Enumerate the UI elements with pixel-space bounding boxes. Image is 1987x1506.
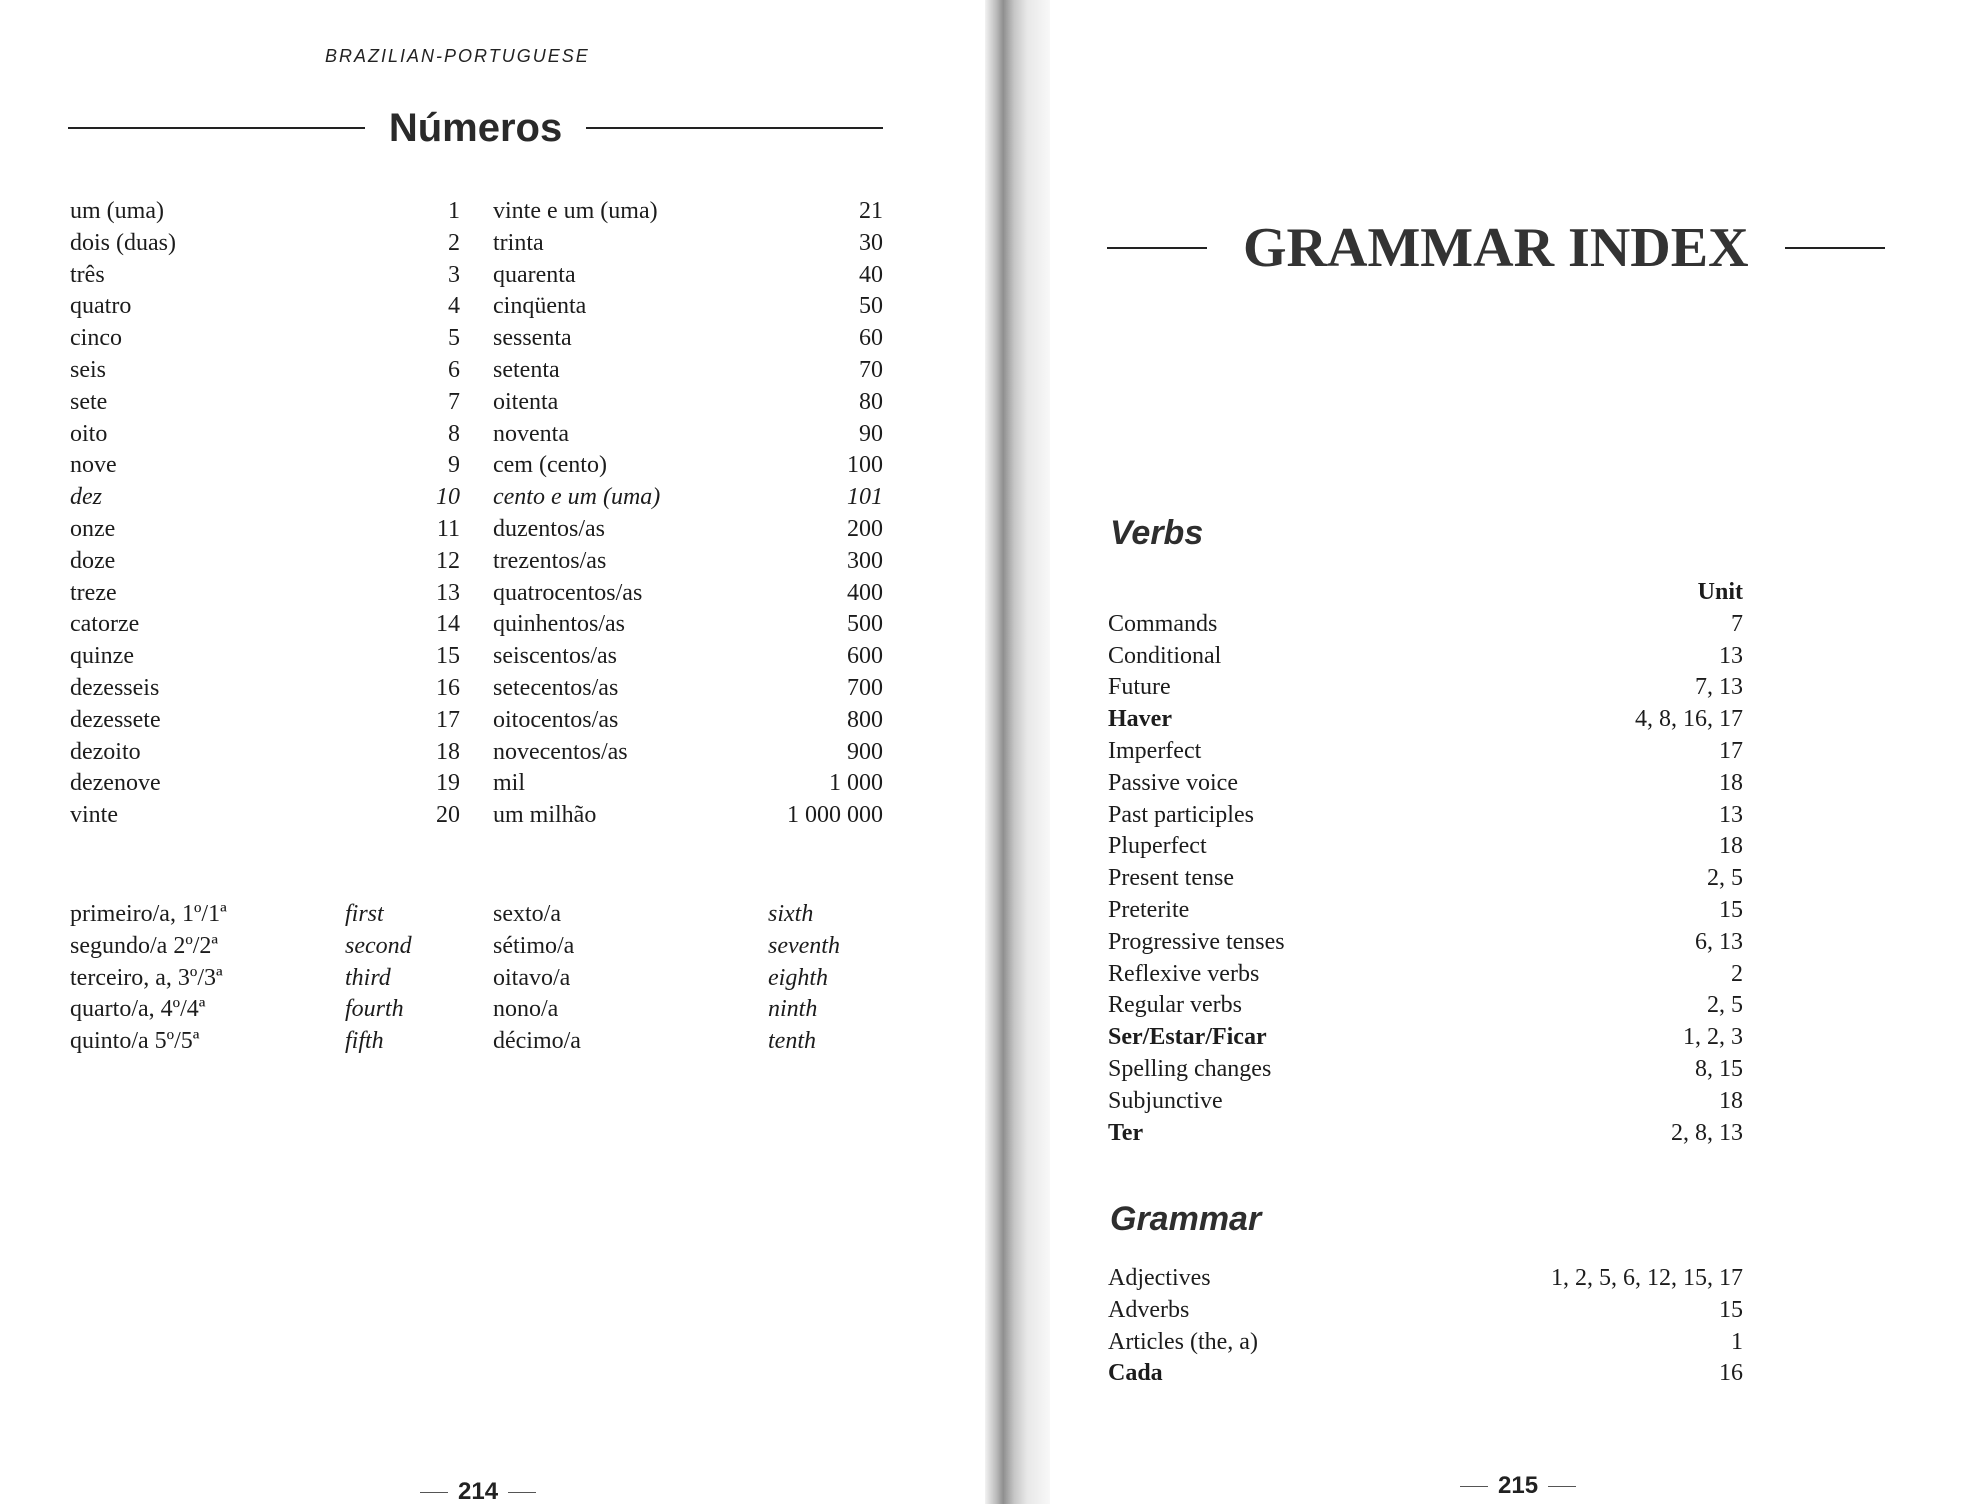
- index-row: [1108, 895, 1743, 927]
- ordinal-portuguese: segundo/a 2º/2ª: [70, 932, 219, 959]
- page-number-text: 215: [1498, 1472, 1539, 1499]
- numeral: 16: [436, 674, 460, 701]
- ordinal-row: [70, 931, 412, 963]
- number-row: [70, 260, 460, 292]
- numeral: 900: [847, 738, 883, 765]
- portuguese-word: quinhentos/as: [493, 611, 625, 638]
- portuguese-word: quatro: [70, 293, 132, 320]
- number-row: [70, 546, 460, 578]
- portuguese-word: dez: [70, 484, 102, 511]
- index-term: Regular verbs: [1108, 992, 1242, 1019]
- ordinals-right-column: [493, 899, 840, 1058]
- ordinal-english: first: [345, 901, 384, 927]
- portuguese-word: vinte e um (uma): [493, 198, 658, 224]
- index-term: Adjectives: [1108, 1265, 1211, 1291]
- number-row: [493, 419, 883, 451]
- portuguese-word: oitocentos/as: [493, 706, 619, 733]
- numeral: 9: [448, 452, 460, 479]
- numeral: 50: [859, 293, 883, 320]
- numeral: 8: [448, 420, 460, 447]
- cardinals-right-column: [493, 196, 883, 832]
- ordinal-portuguese: décimo/a: [493, 1028, 581, 1055]
- portuguese-word: noventa: [493, 420, 569, 447]
- ordinal-portuguese: sétimo/a: [493, 932, 575, 959]
- number-row: [70, 355, 460, 387]
- portuguese-word: setenta: [493, 356, 560, 383]
- ordinal-english: tenth: [768, 1028, 816, 1055]
- numeral: 200: [847, 515, 883, 542]
- portuguese-word: dezenove: [70, 770, 161, 797]
- index-term: Present tense: [1108, 865, 1234, 892]
- number-row: [70, 578, 460, 610]
- number-row: [493, 641, 883, 673]
- number-row: [70, 737, 460, 769]
- page-number-right: [1450, 1472, 1586, 1500]
- ordinal-row: [70, 963, 412, 995]
- ordinal-english: third: [345, 964, 391, 991]
- index-term: Preterite: [1108, 896, 1190, 923]
- index-row: [1108, 1054, 1743, 1086]
- numeral: 1 000 000: [787, 802, 883, 829]
- index-units: 1: [1731, 1328, 1743, 1355]
- index-term: Reflexive verbs: [1108, 960, 1260, 987]
- portuguese-word: mil: [493, 770, 526, 797]
- portuguese-word: treze: [70, 579, 117, 606]
- numeral: 30: [859, 229, 883, 256]
- ordinal-english: ninth: [768, 996, 818, 1023]
- folio-dash: [1548, 1486, 1576, 1487]
- ordinal-portuguese: quarto/a, 4º/4ª: [70, 996, 206, 1023]
- ordinal-row: [70, 899, 412, 931]
- ordinal-english: seventh: [768, 932, 840, 959]
- number-row: [493, 578, 883, 610]
- ordinal-row: [493, 963, 840, 995]
- index-row: [1108, 831, 1743, 863]
- number-row: [70, 387, 460, 419]
- portuguese-word: duzentos/as: [493, 515, 605, 542]
- number-row: [70, 800, 460, 832]
- index-term: Subjunctive: [1108, 1087, 1223, 1114]
- ordinal-portuguese: primeiro/a, 1º/1ª: [70, 901, 227, 927]
- numeral: 3: [448, 261, 460, 288]
- grammar-index-table: [1108, 1263, 1743, 1390]
- index-row: [1108, 990, 1743, 1022]
- number-row: [70, 482, 460, 514]
- index-term: Passive voice: [1108, 769, 1238, 796]
- portuguese-word: trinta: [493, 229, 544, 256]
- number-row: [493, 514, 883, 546]
- number-row: [70, 705, 460, 737]
- index-units: 15: [1719, 1296, 1743, 1323]
- number-row: [70, 196, 460, 228]
- numeral: 10: [436, 484, 460, 511]
- number-row: [493, 228, 883, 260]
- portuguese-word: vinte: [70, 802, 118, 829]
- ordinal-row: [70, 994, 412, 1026]
- numeral: 40: [859, 261, 883, 288]
- numeral: 20: [436, 802, 460, 829]
- number-row: [493, 800, 883, 832]
- portuguese-word: sessenta: [493, 325, 572, 352]
- index-units: 18: [1719, 833, 1743, 860]
- number-row: [493, 705, 883, 737]
- numeral: 1: [448, 198, 460, 224]
- number-row: [70, 641, 460, 673]
- index-term: Pluperfect: [1108, 833, 1207, 860]
- index-units: 2, 5: [1707, 865, 1743, 892]
- index-units: 18: [1719, 1087, 1743, 1114]
- index-units: 2, 8, 13: [1671, 1119, 1743, 1146]
- numeral: 800: [847, 706, 883, 733]
- portuguese-word: cinqüenta: [493, 293, 587, 320]
- index-row: [1108, 800, 1743, 832]
- index-units: 17: [1719, 737, 1743, 764]
- index-term: Imperfect: [1108, 737, 1202, 764]
- numeral: 6: [448, 356, 460, 383]
- portuguese-word: setecentos/as: [493, 674, 619, 701]
- folio-dash: [1460, 1486, 1488, 1487]
- section-title-row: [68, 100, 883, 156]
- numeral: 80: [859, 388, 883, 415]
- index-term: Cada: [1108, 1360, 1163, 1387]
- index-row: [1108, 736, 1743, 768]
- portuguese-word: cem (cento): [493, 452, 607, 479]
- numeral: 18: [436, 738, 460, 765]
- number-row: [493, 768, 883, 800]
- index-term: Conditional: [1108, 642, 1222, 669]
- title-rule-left: [68, 127, 365, 129]
- ordinal-portuguese: sexto/a: [493, 901, 561, 927]
- ordinal-row: [70, 1026, 412, 1058]
- numeral: 17: [436, 706, 460, 733]
- index-term: Future: [1108, 674, 1171, 701]
- portuguese-word: quarenta: [493, 261, 576, 288]
- ordinal-row: [493, 1026, 840, 1058]
- index-units: 15: [1719, 896, 1743, 923]
- portuguese-word: cento e um (uma): [493, 484, 661, 511]
- numeral: 70: [859, 356, 883, 383]
- ordinal-row: [493, 994, 840, 1026]
- index-row: [1108, 641, 1743, 673]
- ordinal-english: sixth: [768, 901, 814, 927]
- number-row: [493, 196, 883, 228]
- index-row: [1108, 704, 1743, 736]
- portuguese-word: onze: [70, 515, 116, 542]
- number-row: [70, 450, 460, 482]
- numeral: 21: [859, 198, 883, 224]
- numeral: 13: [436, 579, 460, 606]
- cardinals-left-column: [70, 196, 460, 832]
- index-units: 8, 15: [1695, 1055, 1743, 1082]
- number-row: [493, 323, 883, 355]
- index-row: [1108, 1295, 1743, 1327]
- ordinal-row: [493, 899, 840, 931]
- number-row: [70, 228, 460, 260]
- index-term: Past participles: [1108, 801, 1254, 828]
- title-rule-right: [586, 127, 883, 129]
- portuguese-word: sete: [70, 388, 108, 415]
- numeral: 700: [847, 674, 883, 701]
- index-units: 13: [1719, 642, 1743, 669]
- index-term: Haver: [1108, 706, 1172, 733]
- index-term: Commands: [1108, 610, 1218, 637]
- ordinal-portuguese: oitavo/a: [493, 964, 571, 991]
- numeral: 500: [847, 611, 883, 638]
- numeral: 4: [448, 293, 460, 320]
- ordinals-left-column: [70, 899, 412, 1058]
- portuguese-word: um (uma): [70, 198, 164, 224]
- numeral: 300: [847, 547, 883, 574]
- index-row: [1108, 1358, 1743, 1390]
- index-term: Adverbs: [1108, 1296, 1190, 1323]
- index-units: 18: [1719, 769, 1743, 796]
- portuguese-word: doze: [70, 547, 116, 574]
- index-row: [1108, 1118, 1743, 1150]
- index-units: 2: [1731, 960, 1743, 987]
- index-units: 1, 2, 5, 6, 12, 15, 17: [1551, 1265, 1743, 1291]
- number-row: [70, 323, 460, 355]
- number-row: [493, 355, 883, 387]
- section-title: Números: [388, 105, 563, 150]
- numeral: 101: [847, 484, 883, 511]
- portuguese-word: dezoito: [70, 738, 141, 765]
- number-row: [493, 546, 883, 578]
- numeral: 14: [436, 611, 460, 638]
- number-row: [493, 291, 883, 323]
- number-row: [493, 609, 883, 641]
- index-row: [1108, 768, 1743, 800]
- index-row: [1108, 1086, 1743, 1118]
- grammar-index-title: GRAMMAR INDEX: [1243, 217, 1749, 279]
- grammar-heading: Grammar: [1110, 1200, 1262, 1238]
- index-term: Articles (the, a): [1108, 1328, 1258, 1355]
- unit-column-header: [1108, 577, 1743, 609]
- portuguese-word: catorze: [70, 611, 140, 638]
- portuguese-word: dois (duas): [70, 229, 176, 256]
- running-head: BRAZILIAN-PORTUGUESE: [325, 46, 590, 66]
- ordinal-english: fifth: [345, 1028, 384, 1055]
- number-row: [70, 419, 460, 451]
- portuguese-word: trezentos/as: [493, 547, 607, 574]
- numeral: 100: [847, 452, 883, 479]
- number-row: [493, 387, 883, 419]
- portuguese-word: quatrocentos/as: [493, 579, 643, 606]
- number-row: [493, 450, 883, 482]
- index-units: 4, 8, 16, 17: [1635, 706, 1743, 733]
- ordinal-portuguese: terceiro, a, 3º/3ª: [70, 964, 223, 991]
- index-units: 6, 13: [1695, 928, 1743, 955]
- numeral: 19: [436, 770, 460, 797]
- index-term: Ser/Estar/Ficar: [1108, 1024, 1267, 1051]
- numeral: 15: [436, 643, 460, 670]
- numeral: 60: [859, 325, 883, 352]
- numeral: 5: [448, 325, 460, 352]
- folio-dash: [508, 1492, 536, 1493]
- portuguese-word: cinco: [70, 325, 122, 352]
- grammar-index-title-row: [1107, 218, 1922, 278]
- index-term: Spelling changes: [1108, 1055, 1272, 1082]
- portuguese-word: seis: [70, 356, 106, 383]
- ordinal-english: fourth: [345, 996, 404, 1023]
- number-row: [493, 673, 883, 705]
- book-gutter: [985, 0, 1050, 1504]
- page-number-left: [410, 1478, 546, 1506]
- index-units: 1, 2, 3: [1683, 1024, 1743, 1051]
- ordinal-row: [493, 931, 840, 963]
- number-row: [493, 260, 883, 292]
- index-row: [1108, 609, 1743, 641]
- number-row: [70, 673, 460, 705]
- page-number-text: 214: [458, 1478, 499, 1505]
- number-row: [493, 482, 883, 514]
- number-row: [70, 291, 460, 323]
- numeral: 11: [436, 515, 460, 542]
- numeral: 2: [448, 229, 460, 256]
- index-row: [1108, 1327, 1743, 1359]
- verbs-index-table: [1108, 577, 1743, 1149]
- portuguese-word: dezesseis: [70, 674, 160, 701]
- numeral: 1 000: [829, 770, 883, 797]
- portuguese-word: oitenta: [493, 388, 559, 415]
- portuguese-word: seiscentos/as: [493, 643, 617, 670]
- ordinal-english: eighth: [768, 964, 828, 991]
- folio-dash: [420, 1492, 448, 1493]
- numeral: 12: [436, 547, 460, 574]
- ordinal-portuguese: nono/a: [493, 996, 559, 1023]
- index-units: 2, 5: [1707, 992, 1743, 1019]
- index-term: Ter: [1108, 1119, 1144, 1146]
- ordinal-portuguese: quinto/a 5º/5ª: [70, 1028, 200, 1055]
- numeral: 7: [448, 388, 460, 415]
- index-row: [1108, 927, 1743, 959]
- verbs-heading: Verbs: [1110, 514, 1204, 552]
- portuguese-word: oito: [70, 420, 108, 447]
- portuguese-word: dezessete: [70, 706, 161, 733]
- portuguese-word: três: [70, 261, 105, 288]
- index-units: 16: [1719, 1360, 1743, 1387]
- portuguese-word: nove: [70, 452, 117, 479]
- index-row: [1108, 672, 1743, 704]
- portuguese-word: novecentos/as: [493, 738, 628, 765]
- index-row: [1108, 959, 1743, 991]
- index-units: 7: [1731, 610, 1743, 637]
- number-row: [493, 737, 883, 769]
- index-row: [1108, 1263, 1743, 1295]
- numeral: 600: [847, 643, 883, 670]
- index-units: 7, 13: [1695, 674, 1743, 701]
- numeral: 400: [847, 579, 883, 606]
- unit-header-label: Unit: [1697, 579, 1743, 605]
- number-row: [70, 768, 460, 800]
- index-row: [1108, 863, 1743, 895]
- number-row: [70, 609, 460, 641]
- portuguese-word: quinze: [70, 643, 134, 670]
- title-rule-right: [1785, 247, 1885, 249]
- left-page: [0, 0, 985, 1504]
- index-term: Progressive tenses: [1108, 928, 1285, 955]
- numeral: 90: [859, 420, 883, 447]
- number-row: [70, 514, 460, 546]
- ordinal-english: second: [345, 932, 412, 959]
- portuguese-word: um milhão: [493, 802, 597, 829]
- title-rule-left: [1107, 247, 1207, 249]
- index-units: 13: [1719, 801, 1743, 828]
- index-row: [1108, 1022, 1743, 1054]
